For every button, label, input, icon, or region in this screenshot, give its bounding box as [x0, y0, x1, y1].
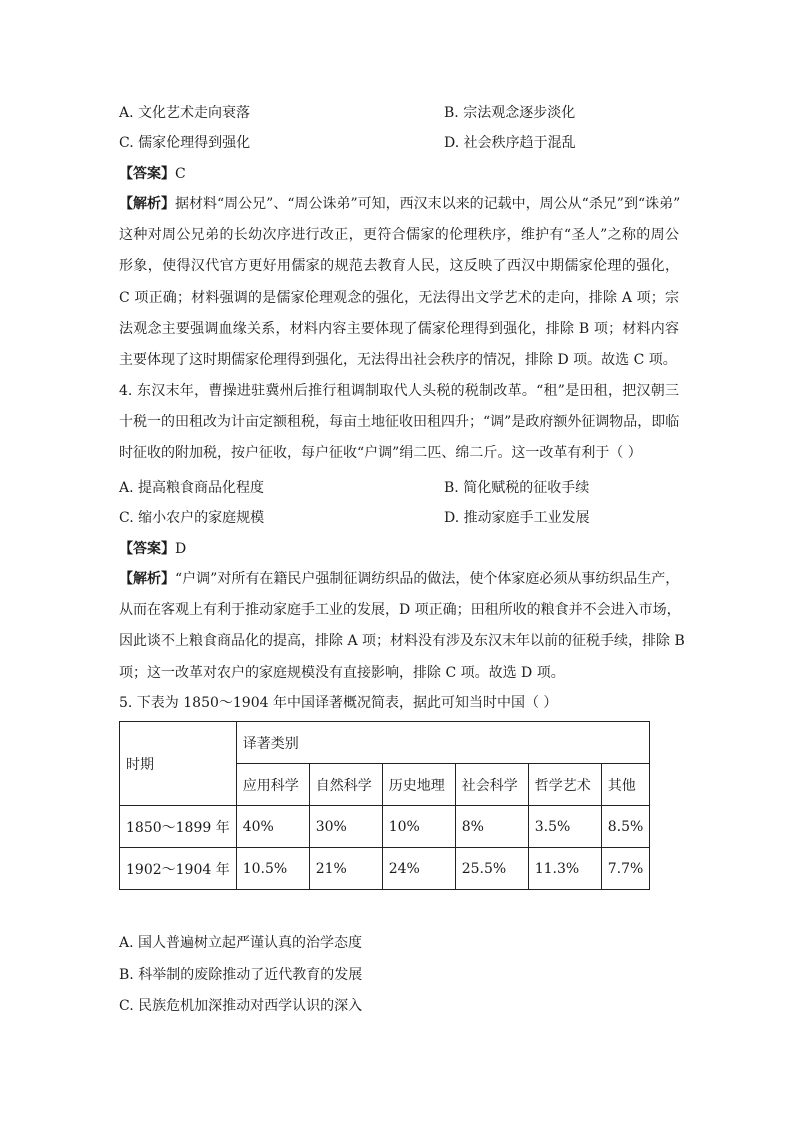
- stem-line: 十税一的田租改为计亩定额租税，每亩土地征收田租四升；“调”是政府额外征调物品，即临: [119, 414, 680, 431]
- q3-options-row-2: [119, 134, 679, 152]
- table-cell-period: 1902～1904 年: [120, 848, 237, 890]
- table-cell: 3.5%: [528, 806, 601, 848]
- answer-label: 【答案】: [119, 166, 175, 182]
- q3-option-a: A. 文化艺术走向衰落: [119, 105, 251, 121]
- table-col-header: 哲学艺术: [528, 764, 601, 806]
- table-cell: 10%: [382, 806, 455, 848]
- stem-line: 4. 东汉末年，曹操进驻冀州后推行租调制取代人头税的税制改革。“租”是田租，把汉朝三: [119, 383, 679, 399]
- q4-option-a: A. 提高粮食商品化程度: [119, 480, 265, 496]
- table-col-header: 社会科学: [455, 764, 528, 806]
- table-cell: 7.7%: [601, 848, 650, 890]
- table-cell: 24%: [382, 848, 455, 890]
- q4-option-c: C. 缩小农户的家庭规模: [119, 510, 265, 526]
- q4-options-row-1: [119, 479, 679, 497]
- answer-value: D: [175, 541, 187, 557]
- table-row: [120, 806, 650, 848]
- analysis-line: 【解析】据材料“周公兄”、“周公诛弟”可知，西汉末以来的记载中，周公从“杀兄”到“诛弟”: [119, 196, 681, 212]
- q4-answer: [119, 540, 186, 558]
- table-header-group: 译著类别: [236, 722, 650, 764]
- table-cell: 25.5%: [455, 848, 528, 890]
- analysis-line: 项；这一改革对农户的家庭规模没有直接影响，排除 C 项。故选 D 项。: [119, 664, 565, 681]
- q5-stem: 5. 下表为 1850～1904 年中国译著概况简表，据此可知当时中国（ ）: [119, 695, 558, 711]
- answer-value: C: [175, 166, 186, 182]
- analysis-label: 【解析】: [119, 571, 175, 587]
- analysis-line: 这种对周公兄弟的长幼次序进行改正，更符合儒家的伦理秩序，维护有“圣人”之称的周公: [119, 227, 679, 244]
- q5-option-a: A. 国人普遍树立起严谨认真的治学态度: [119, 935, 363, 951]
- table-col-header: 自然科学: [309, 764, 382, 806]
- table-cell: 30%: [309, 806, 382, 848]
- table-col-header: 其他: [601, 764, 650, 806]
- q4-analysis: [119, 564, 685, 689]
- analysis-line: C 项正确；材料强调的是儒家伦理观念的强化，无法得出文学艺术的走向，排除 A 项；宗: [119, 289, 679, 306]
- q3-option-b: B. 宗法观念逐步淡化: [444, 105, 576, 121]
- q5-option-b: B. 科举制的废除推动了近代教育的发展: [119, 967, 363, 983]
- analysis-line: 形象，使得汉代官方更好用儒家的规范去教育人民，这反映了西汉中期儒家伦理的强化，: [119, 258, 679, 275]
- analysis-line: 主要体现了这时期儒家伦理得到强化，无法得出社会秩序的情况，排除 D 项。故选 C 项。: [119, 351, 677, 368]
- q3-option-d: D. 社会秩序趋于混乱: [444, 135, 576, 151]
- analysis-label: 【解析】: [119, 196, 175, 212]
- analysis-line: 从而在客观上有利于推动家庭手工业的发展，D 项正确；田租所收的粮食并不会进入市场，: [119, 602, 681, 619]
- analysis-line: 法观念主要强调血缘关系，材料内容主要体现了儒家伦理得到强化，排除 B 项；材料内容: [119, 320, 679, 337]
- q3-answer: [119, 165, 186, 183]
- table-cell: 40%: [236, 806, 309, 848]
- analysis-line: 因此谈不上粮食商品化的提高，排除 A 项；材料没有涉及东汉末年以前的征税手续，排除 B: [119, 633, 685, 650]
- table-cell-period: 1850～1899 年: [120, 806, 237, 848]
- table-header-period: 时期: [120, 722, 237, 806]
- q4-option-b: B. 简化赋税的征收手续: [444, 480, 590, 496]
- stem-line: 时征收的附加税，按户征收，每户征收“户调”绢二匹、绵二斤。这一改革有利于（ ）: [119, 445, 642, 462]
- table-cell: 8%: [455, 806, 528, 848]
- q3-option-c: C. 儒家伦理得到强化: [119, 135, 251, 151]
- table-cell: 11.3%: [528, 848, 601, 890]
- q4-options-row-2: [119, 509, 679, 527]
- q3-analysis: [119, 189, 679, 376]
- table-cell: 10.5%: [236, 848, 309, 890]
- table-col-header: 历史地理: [382, 764, 455, 806]
- answer-label: 【答案】: [119, 541, 175, 557]
- q4-option-d: D. 推动家庭手工业发展: [444, 510, 590, 526]
- table-cell: 8.5%: [601, 806, 650, 848]
- table-row: [120, 848, 650, 890]
- translation-table: [119, 721, 650, 890]
- q4-stem: [119, 376, 679, 470]
- table-cell: 21%: [309, 848, 382, 890]
- table-col-header: 应用科学: [236, 764, 309, 806]
- q3-options-row-1: [119, 104, 679, 122]
- analysis-line: 【解析】“户调”对所有在籍民户强制征调纺织品的做法，使个体家庭必须从事纺织品生产，: [119, 571, 680, 587]
- q5-option-c: C. 民族危机加深推动对西学认识的深入: [119, 998, 363, 1014]
